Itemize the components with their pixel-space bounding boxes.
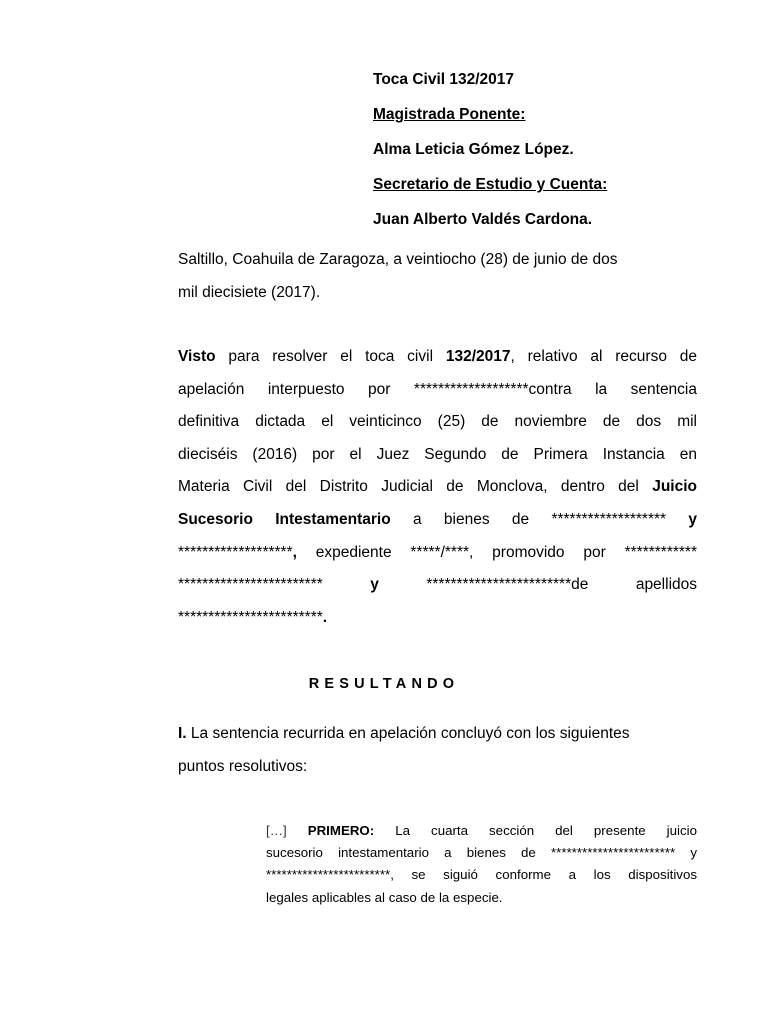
- redacted-name: ************************: [178, 576, 371, 594]
- case-header: [373, 70, 607, 245]
- magistrada-name: Alma Leticia Gómez López.: [373, 141, 574, 158]
- visto-line-1: [178, 341, 697, 374]
- visto-line-2: apelación interpuesto por *******************contra la sentencia: [178, 380, 697, 398]
- roman-numeral: I.: [178, 725, 187, 742]
- date-line-2: mil diecisiete (2017).: [178, 283, 321, 301]
- visto-text: para resolver el toca civil: [215, 348, 446, 365]
- resultando-heading: RESULTANDO: [308, 676, 460, 692]
- visto-paragraph: [178, 341, 697, 634]
- juicio-type: Sucesorio Intestamentario: [178, 510, 391, 528]
- quote-line-3: ************************, se siguió conforme a los dispositivos: [266, 867, 697, 883]
- redacted-name: *******************: [178, 543, 293, 561]
- ellipsis-mark: […]: [266, 823, 287, 838]
- quote-line-2: sucesorio intestamentario a bienes de ************************ y: [266, 845, 697, 861]
- visto-text: ************************de apellidos: [378, 576, 698, 594]
- visto-word: Visto: [178, 348, 216, 365]
- visto-line-5: [178, 471, 697, 504]
- juicio-word: Juicio: [652, 478, 697, 496]
- date-line-1: Saltillo, Coahuila de Zaragoza, a veintiocho (28) de junio de dos: [178, 251, 618, 268]
- visto-text: expediente *****/****, promovido por ************: [296, 543, 697, 561]
- secretario-name: Juan Alberto Valdés Cardona.: [373, 211, 593, 228]
- resultando-line-1: [178, 718, 697, 751]
- date-paragraph: [178, 244, 697, 309]
- resultando-text: La sentencia recurrida en apelación concluyó con los siguientes: [186, 725, 630, 742]
- conjunction: y: [688, 510, 697, 528]
- visto-text: , relativo al recurso de: [510, 348, 697, 365]
- resultando-line-2: puntos resolutivos:: [178, 757, 308, 775]
- secretario-label: Secretario de Estudio y Cuenta:: [373, 176, 608, 193]
- magistrada-label: Magistrada Ponente:: [373, 106, 526, 123]
- visto-line-9: [178, 602, 697, 635]
- quote-line-4: legales aplicables al caso de la especie.: [266, 889, 503, 905]
- quoted-resolution: [266, 820, 697, 909]
- redacted-name: ************************: [178, 608, 323, 626]
- conjunction: y: [370, 576, 379, 594]
- comma: ,: [292, 543, 297, 561]
- visto-text: a bienes de *******************: [390, 510, 689, 528]
- visto-text: Materia Civil del Distrito Judicial de Monclova, dentro del: [178, 478, 653, 496]
- visto-line-4: dieciséis (2016) por el Juez Segundo de Primera Instancia en: [178, 445, 697, 463]
- resultando-paragraph: [178, 718, 697, 783]
- quote-text: La cuarta sección del presente juicio: [374, 823, 697, 838]
- case-number: Toca Civil 132/2017: [373, 71, 515, 88]
- primero-label: PRIMERO:: [286, 823, 375, 838]
- visto-line-7: [178, 537, 697, 570]
- visto-line-3: definitiva dictada el veinticinco (25) de noviembre de dos mil: [178, 413, 697, 431]
- visto-line-8: [178, 569, 697, 602]
- visto-line-6: [178, 504, 697, 537]
- quote-line-1: [266, 820, 697, 842]
- period: .: [322, 608, 328, 626]
- toca-number: 132/2017: [445, 348, 511, 365]
